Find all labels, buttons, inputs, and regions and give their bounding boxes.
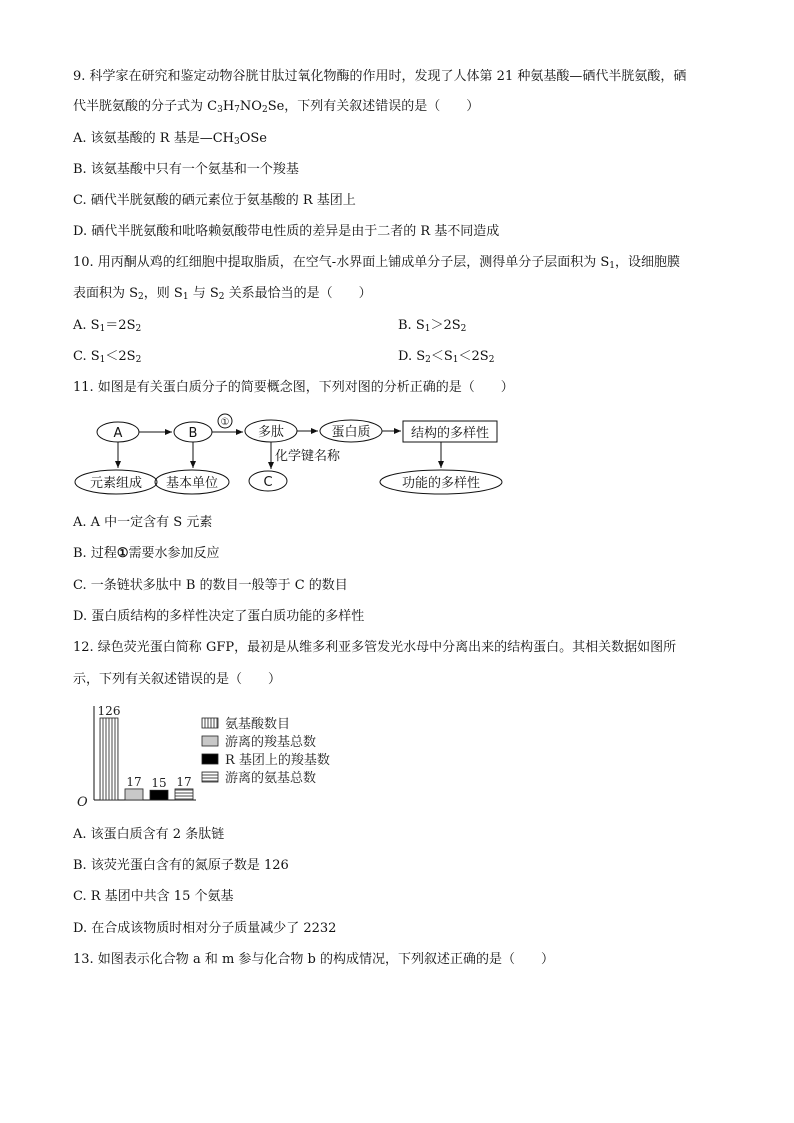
q10-option-b: B. $S_1>2S_2$ [398,318,467,334]
q12-stem-line1: 12. 绿色荧光蛋白简称 GFP，最初是从维多利亚多管发光水母中分离出来的结构蛋白。其相关数据如图所 [73,640,677,655]
q11-option-d: D. 蛋白质结构的多样性决定了蛋白质功能的多样性 [73,609,365,624]
q11-option-c: C. 一条链状多肽中 B 的数目一般等于 C 的数目 [73,578,348,593]
node-element-label: 元素组成 [89,476,143,491]
bar-2 [150,790,168,800]
node-struct-label: 结构的多样性 [410,426,490,441]
legend-label-0: 氨基酸数目 [225,717,291,732]
bar-value-label-1: 17 [126,774,142,789]
bar-1 [125,789,143,800]
bar-value-label-3: 17 [176,774,192,789]
q12-option-c: C. R 基团中共含 15 个氨基 [73,889,234,904]
q10-option-a: A. $S_1=2S_2$ [73,318,142,334]
node-function-label: 功能的多样性 [401,476,481,491]
legend-label-1: 游离的羧基总数 [225,735,317,750]
q9-stem-line1: 9. 科学家在研究和鉴定动物谷胱甘肽过氧化物酶的作用时，发现了人体第 21 种氨基酸—硒代半胱氨酸，硒 [73,69,687,84]
node-unit-label: 基本单位 [165,476,219,491]
q11-option-a: A. A 中一定含有 S 元素 [73,515,213,530]
q10-option-d: D. $S_2<S_1<2S_2$ [398,349,495,365]
q9-stem-line2: 代半胱氨酸的分子式为 $C_3H_7NO_2Se$，下列有关叙述错误的是（ ） [73,99,480,115]
process-1-inline-mark: ① [116,546,129,561]
q11-stem: 11. 如图是有关蛋白质分子的简要概念图，下列对图的分析正确的是（ ） [73,380,514,395]
bar-value-label-0: 126 [97,704,121,718]
legend-swatch-0 [202,718,218,728]
legend-swatch-3 [202,772,218,782]
node-a-label: A [113,426,123,441]
node-peptide-label: 多肽 [257,425,285,440]
node-protein-label: 蛋白质 [331,425,371,440]
q10-stem-line1: 10. 用丙酮从鸡的红细胞中提取脂质，在空气-水界面上铺成单分子层，测得单分子层面积为 $S_1$，设细胞膜 [73,255,680,271]
gfp-bar-chart [72,702,362,807]
q12-stem-line2: 示，下列有关叙述错误的是（ ） [73,672,282,687]
q12-option-b: B. 该荧光蛋白含有的氮原子数是 126 [73,858,289,873]
q9-option-d: D. 硒代半胱氨酸和吡咯赖氨酸带电性质的差异是由于二者的 R 基不同造成 [73,224,500,239]
origin-label: O [77,795,88,807]
bond-name-label: 化学键名称 [275,449,341,464]
legend-swatch-1 [202,736,218,746]
q12-option-d: D. 在合成该物质时相对分子质量减少了 2232 [73,921,337,936]
q9-option-b: B. 该氨基酸中只有一个氨基和一个羧基 [73,162,299,177]
bar-value-label-2: 15 [151,776,167,791]
node-c-label: C [263,475,273,490]
bar-0 [100,718,118,800]
q10-option-c: C. $S_1<2S_2$ [73,349,142,365]
q13-stem: 13. 如图表示化合物 a 和 m 参与化合物 b 的构成情况，下列叙述正确的是（ ） [73,952,555,967]
legend-label-2: R 基团上的羧基数 [225,753,330,768]
process-1-label: ① [220,417,230,428]
legend-label-3: 游离的氨基总数 [225,771,317,786]
bar-3 [175,789,193,800]
node-b-label: B [188,426,198,441]
legend-swatch-2 [202,754,218,764]
q9-option-a: A. 该氨基酸的 R 基是$—CH_3OSe$ [73,131,267,147]
q10-stem-line2: 表面积为 $S_2$，则 $S_1$ 与 $S_2$ 关系最恰当的是（ ） [73,286,372,302]
q12-option-a: A. 该蛋白质含有 2 条肽链 [73,827,225,842]
protein-concept-diagram [72,412,512,498]
q11-option-b: B. 过程①需要水参加反应 [73,546,220,561]
q9-option-c: C. 硒代半胱氨酸的硒元素位于氨基酸的 R 基团上 [73,193,356,208]
